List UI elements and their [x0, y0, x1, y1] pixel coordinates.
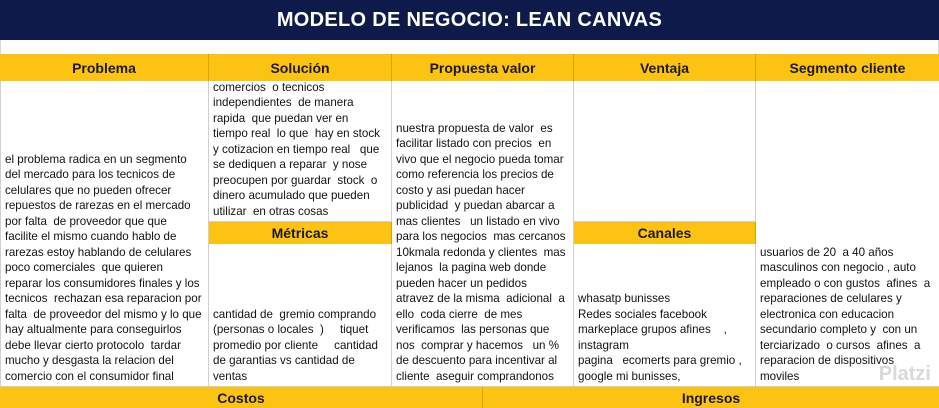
header-propuesta-valor: Propuesta valor — [392, 54, 574, 81]
header-solucion: Solución — [209, 54, 392, 81]
canales-cell — [574, 244, 756, 387]
header-problema: Problema — [0, 54, 209, 81]
header-ventaja: Ventaja — [574, 54, 756, 81]
header-metricas: Métricas — [209, 222, 392, 244]
segmento-cell — [756, 81, 939, 387]
platzi-watermark: Platzi — [878, 363, 931, 385]
spacer-row — [0, 40, 939, 54]
ventaja-cell — [574, 81, 756, 222]
solucion-cell — [209, 81, 392, 222]
page-title: MODELO DE NEGOCIO: LEAN CANVAS — [0, 0, 939, 40]
metricas-text: cantidad de gremio comprando (personas o locales ) tiquet promedio por cliente cantidad de garantias vs cantidad de ventas — [213, 307, 378, 383]
header-costos: Costos — [0, 387, 483, 408]
solucion-text: comercios o tecnicos independientes de manera rapida que puedan ver en tiempo real lo que hay en stock y cotizacion en tiempo real que se dediquen a reparar y nose preocupen por guardar stock o dinero acumulado que pueden utilizar en otras cosas — [213, 81, 380, 218]
header-canales: Canales — [574, 222, 756, 244]
metricas-cell — [209, 244, 392, 387]
propuesta-text: nuestra propuesta de valor es facilitar listado con precios en vivo que el negocio pueda tomar como referencia los precios de costo y asi puedan hacer publicidad y puedan abarcar a mas clientes un listado en vivo para los negocios mas cercanos 10kmala redonda y clientes mas lejanos la pagina web donde pueden hacer un pedidos atravez de la misma adicional a ello coda cierre de mes verificamos las personas que nos comprar y hacemos un % de descuento para incentivar al cliente aseguir comprandonos — [396, 121, 566, 383]
segmento-text: usuarios de 20 a 40 años masculinos con negocio , auto empleado o con gustos afines a reparaciones de celulares y electronica con educacion secundario completo y con un terciarizado o cursos afines a reparacion de dispositivos moviles — [760, 245, 931, 383]
problema-text: el problema radica en un segmento del mercado para los tecnicos de celulares que no pueden ofrecer repuestos de rarezas en el mercado por falta de proveedor que que facilite el mismo cuando hablo de rarezas estoy hablando de celulares poco comerciales que quieren reparar los consumidores finales y los tecnicos rechazan esa reparacion por falta de proveedor del mismo y lo que hay altualmente para conseguirlos debe llevar cierto protocolo tardar mucho y desgasta la relacion del comercio con el consumidor final — [5, 152, 202, 383]
header-ingresos: Ingresos — [483, 387, 939, 408]
canales-text: whasatp bunisses Redes sociales facebook markeplace grupos afines , instagram pagina ecomerts para gremio , google mi bunisses, — [578, 292, 742, 383]
problema-cell — [0, 81, 209, 387]
header-segmento-cliente: Segmento cliente — [756, 54, 939, 81]
propuesta-cell — [392, 81, 574, 387]
